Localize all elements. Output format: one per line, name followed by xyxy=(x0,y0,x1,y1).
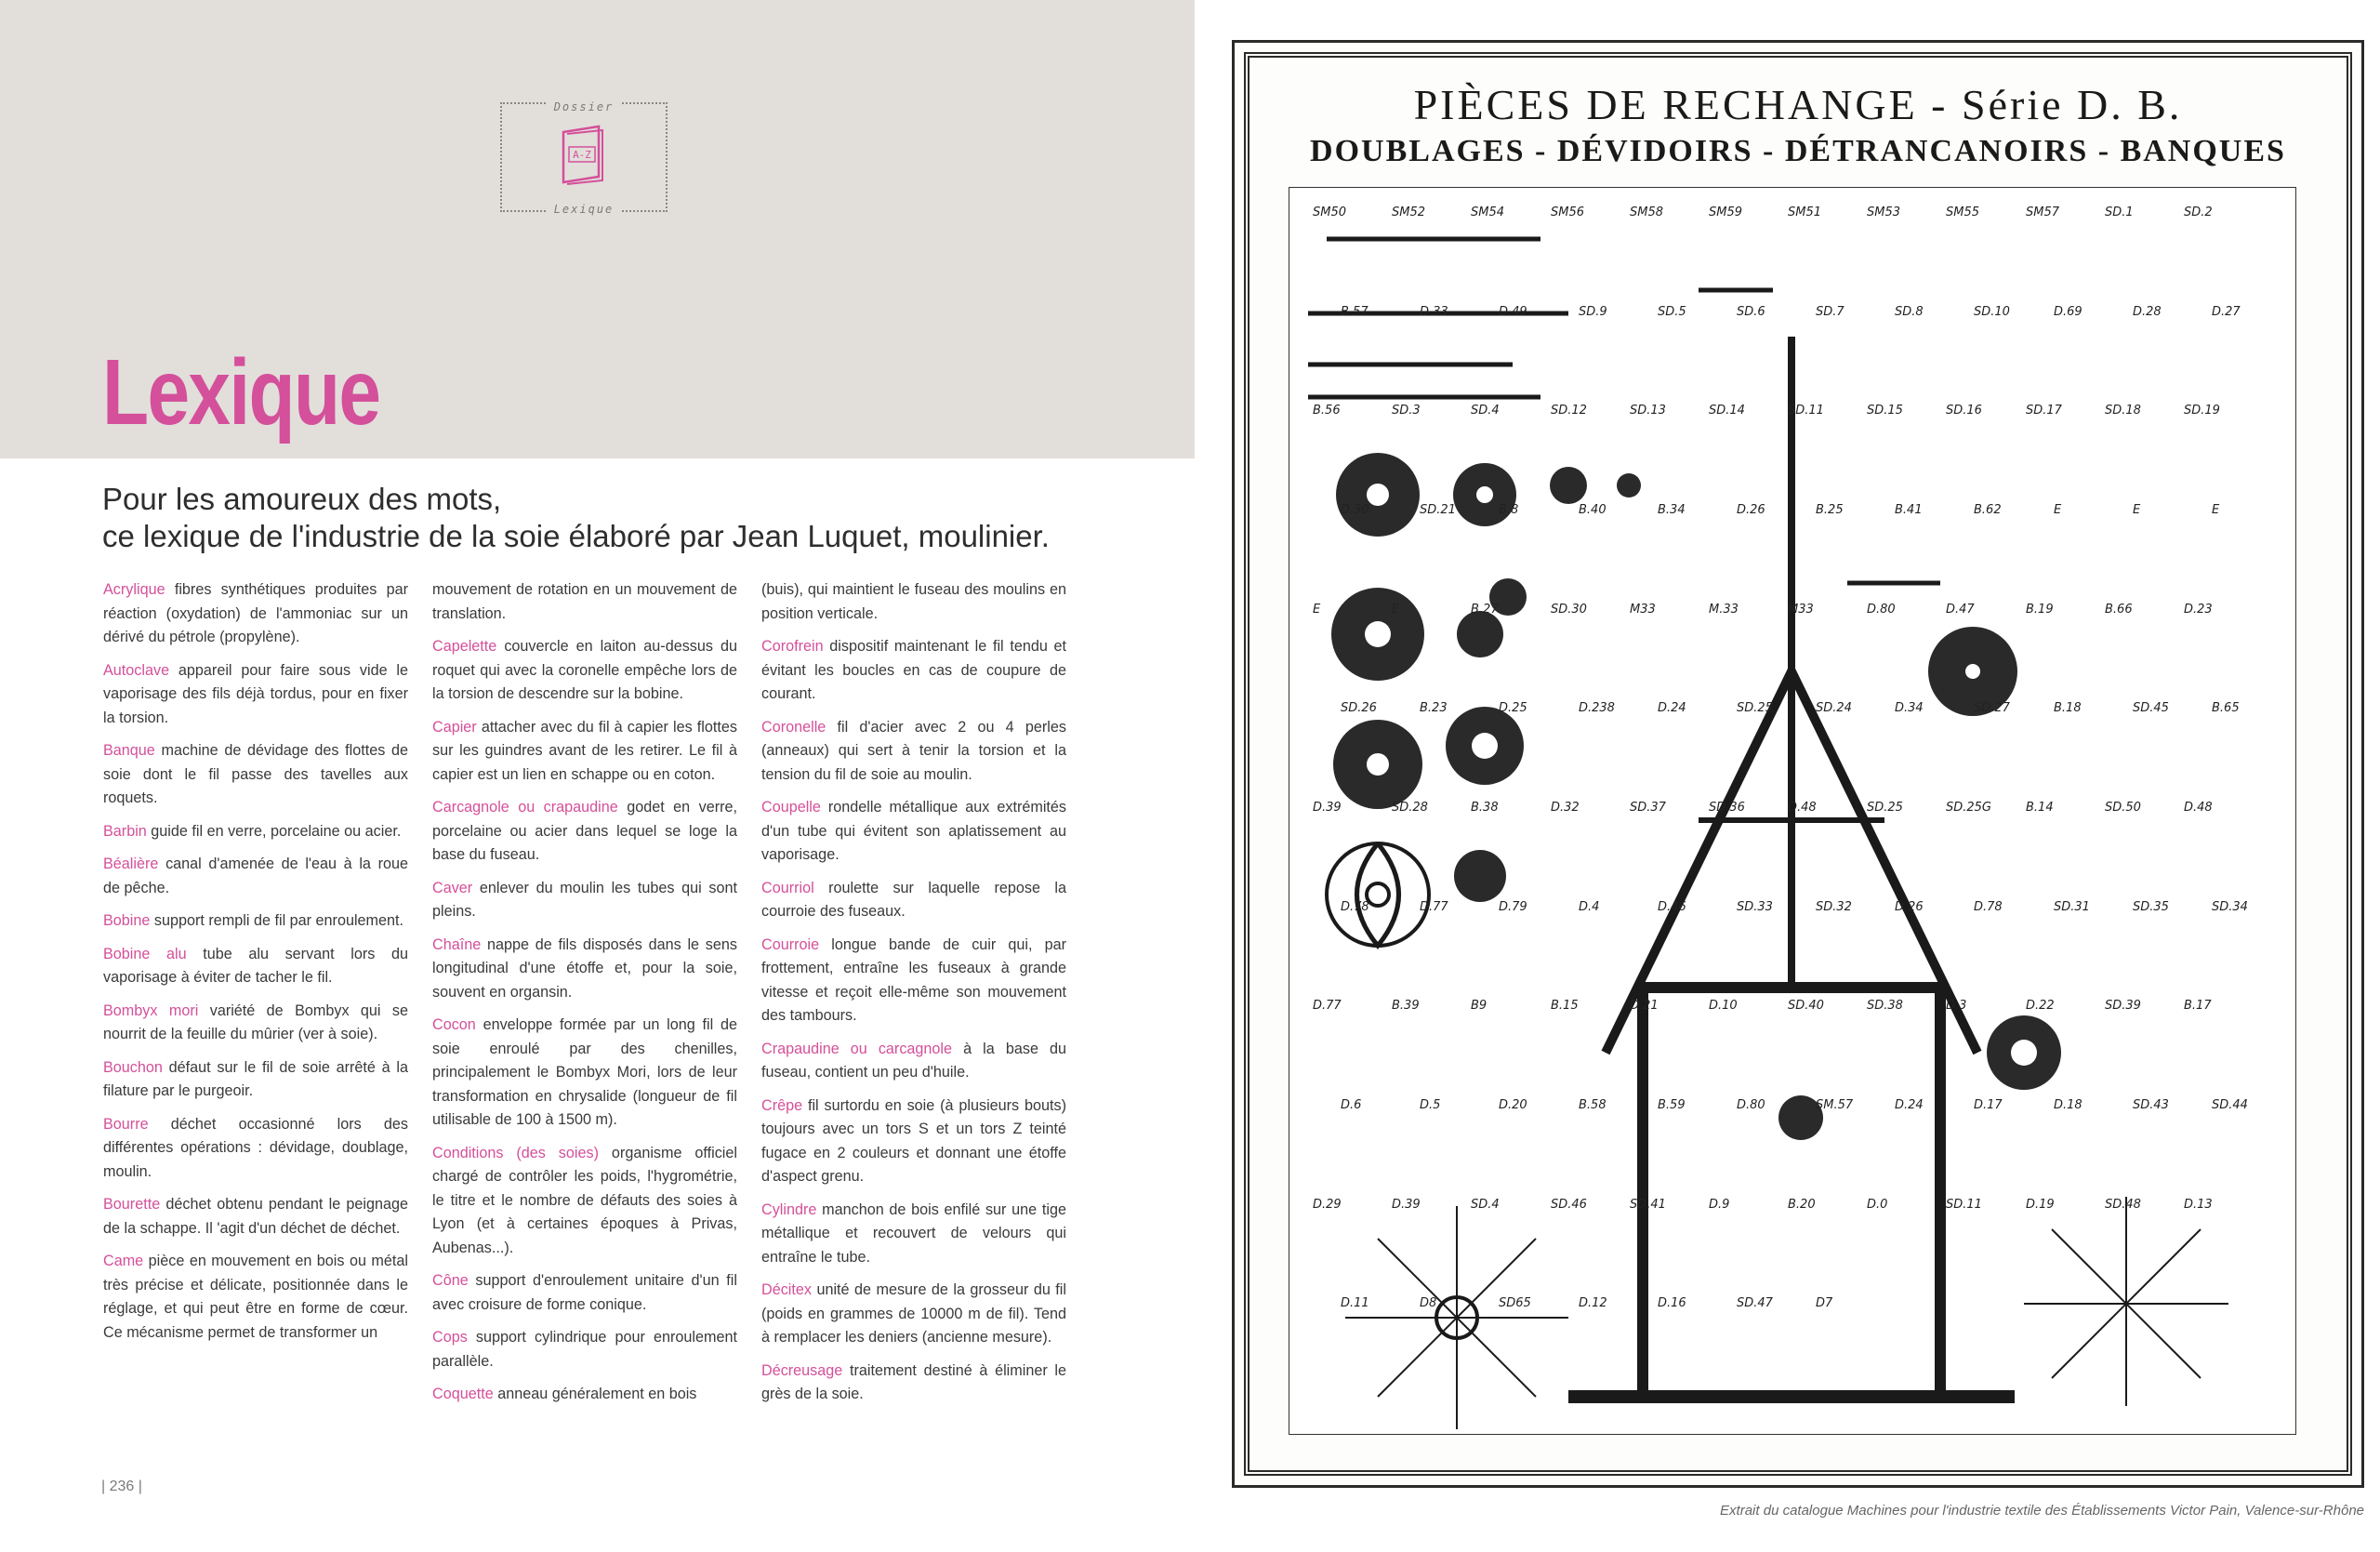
glossary-term: Décreusage xyxy=(761,1361,843,1379)
page-subtitle xyxy=(102,481,1171,555)
part-label: SM55 xyxy=(1946,206,1980,219)
glossary-entry xyxy=(432,877,737,924)
part-label: SD.30 xyxy=(1551,603,1587,617)
glossary-entry xyxy=(432,1142,737,1261)
part-label: M33 xyxy=(1788,603,1814,617)
glossary-definition: enveloppe formée par un long fil de soie enroulé par des chenilles, principalement le Bombyx Mori, lors de leur transformation en chrysalide (longueur de fil utilisable de 100 à 1500 m). xyxy=(432,1016,738,1128)
part-label: D.77 xyxy=(1420,900,1448,914)
part-label: D.22 xyxy=(2026,999,2055,1013)
part-label: D.4 xyxy=(1579,900,1600,914)
part-label: E xyxy=(1392,603,1400,617)
glossary-term: Chaîne xyxy=(432,935,482,953)
machine-frame-drawing xyxy=(1568,337,2015,1397)
glossary-term: Barbin xyxy=(103,822,147,840)
part-label: SD.15 xyxy=(1867,404,1903,418)
part-label: D.18 xyxy=(2054,1098,2082,1112)
part-label: B.20 xyxy=(1788,1198,1816,1212)
part-label: SD.25G xyxy=(1946,801,1992,815)
glossary-definition: support rempli de fil par enroulement. xyxy=(153,912,404,929)
glossary-term: Décitex xyxy=(761,1281,812,1298)
glossary-entry xyxy=(761,1094,1066,1189)
catalog-caption: Extrait du catalogue Machines pour l'industrie textile des Établissements Victor Pain, Valence-sur-Rhône xyxy=(1720,1503,2364,1519)
part-label: D.77 xyxy=(1313,999,1342,1013)
part-label: D.80 xyxy=(1737,1098,1765,1112)
glossary-entry xyxy=(103,909,408,934)
glossary-entry xyxy=(103,853,408,900)
glossary-term: Bombyx mori xyxy=(103,1002,199,1019)
glossary-definition: déchet occasionné lors des différentes opérations : dévidage, doublage, moulin. xyxy=(103,1115,409,1180)
part-label: D.48 xyxy=(1788,801,1817,815)
glossary-term: Cocon xyxy=(432,1016,476,1033)
part-label: B.17 xyxy=(2184,999,2212,1013)
part-label: D.24 xyxy=(1658,701,1686,715)
glossary-definition: défaut sur le fil de soie arrêté à la filature par le purgeoir. xyxy=(103,1058,408,1099)
glossary-term: Cylindre xyxy=(761,1200,817,1218)
glossary-term: Crapaudine ou carcagnole xyxy=(761,1040,953,1057)
part-label: D.3 xyxy=(1946,999,1967,1013)
part-label: SM50 xyxy=(1313,206,1347,219)
part-label: SD.37 xyxy=(1630,801,1666,815)
glossary-entry xyxy=(432,1326,737,1373)
glossary-term: Corofrein xyxy=(761,638,824,655)
part-label: B.59 xyxy=(1658,1098,1686,1112)
glossary-term: Came xyxy=(103,1253,144,1269)
part-label: B.18 xyxy=(2054,701,2082,715)
glossary-term: Capelette xyxy=(432,638,497,655)
part-label: SD.17 xyxy=(2026,404,2062,418)
glossary-definition: enlever du moulin les tubes qui sont pleins. xyxy=(432,879,737,920)
part-label: SM51 xyxy=(1788,206,1822,219)
part-label: D.79 xyxy=(1499,900,1527,914)
part-label: B.41 xyxy=(1895,503,1923,517)
part-label: D.26 xyxy=(1737,503,1765,517)
part-label: SD.33 xyxy=(1737,900,1773,914)
glossary-entry xyxy=(761,716,1066,788)
glossary-entry xyxy=(103,1193,408,1240)
glossary-term: Caver xyxy=(432,879,473,896)
part-label: M.33 xyxy=(1709,603,1739,617)
glossary-entry xyxy=(432,716,737,788)
part-label: B.58 xyxy=(1579,1098,1606,1112)
subtitle-line-2: ce lexique de l'industrie de la soie élaboré par Jean Luquet, moulinier. xyxy=(102,519,1050,553)
part-label: SM59 xyxy=(1709,206,1743,219)
spare-parts-illustration xyxy=(1289,188,2295,1434)
part-label: SD.40 xyxy=(1788,999,1824,1013)
glossary-definition: mouvement de rotation en un mouvement de translation. xyxy=(432,581,737,622)
spare-parts-plate xyxy=(1289,187,2296,1435)
part-label: SD.47 xyxy=(1737,1296,1773,1310)
glossary-column-1 xyxy=(103,578,408,1354)
part-label: SD.28 xyxy=(1392,801,1428,815)
glossary-definition: fil surtordu en soie (à plusieurs bouts) toujours avec un tors S et un tors Z teinté fugace en 2 couleurs et donnant une étoffe d'aspect grenu. xyxy=(761,1096,1066,1185)
part-label: D.21 xyxy=(1630,999,1659,1013)
part-label: SD.31 xyxy=(2054,900,2090,914)
part-label: D.19 xyxy=(2026,1198,2055,1212)
glossary-term: Coquette xyxy=(432,1386,494,1402)
badge-top-label: Dossier xyxy=(547,100,622,113)
glossary-entry xyxy=(761,1279,1066,1350)
part-label: B.38 xyxy=(1471,801,1499,815)
glossary-term: Banque xyxy=(103,742,155,759)
part-label: SD.44 xyxy=(2212,1098,2248,1112)
glossary-definition: à la base du fuseau, contient un peu d'huile. xyxy=(761,1040,1067,1081)
part-label: SD.32 xyxy=(1816,900,1852,914)
glossary-definition: rondelle métallique aux extrémités d'un tube qui évitent son aplatissement au vaporisage. xyxy=(761,799,1067,863)
glossary-definition: nappe de fils disposés dans le sens longitudinal d'une étoffe et, pour la soie, souvent en organsin. xyxy=(432,935,737,1001)
part-label: SD.1 xyxy=(2105,206,2134,219)
glossary-definition: guide fil en verre, porcelaine ou acier. xyxy=(151,822,402,840)
glossary-term: Bobine alu xyxy=(103,945,187,962)
badge-bottom-label: Lexique xyxy=(547,203,622,216)
part-label: SD.41 xyxy=(1630,1198,1666,1212)
glossary-term: Bobine xyxy=(103,912,151,929)
part-label: D.32 xyxy=(1551,801,1580,815)
glossary-term: Carcagnole ou crapaudine xyxy=(432,799,618,816)
glossary-term: Bouchon xyxy=(103,1058,163,1076)
wheel-drawings xyxy=(1327,843,2228,1429)
part-label: SD.12 xyxy=(1551,404,1587,418)
glossary-entry xyxy=(761,1360,1066,1407)
part-label: SD.4 xyxy=(1471,1198,1500,1212)
part-label: B.34 xyxy=(1658,503,1686,517)
glossary-term: Coronelle xyxy=(761,718,826,736)
glossary-definition: canal d'amenée de l'eau à la roue de pêche. xyxy=(103,856,408,896)
part-label: SD.38 xyxy=(1867,999,1903,1013)
glossary-term: Courroie xyxy=(761,935,820,953)
glossary-definition: (buis), qui maintient le fuseau des moulins en position verticale. xyxy=(761,581,1066,622)
part-label: B.40 xyxy=(1579,503,1606,517)
glossary-definition: fibres synthétiques produites par réaction (oxydation) de l'ammoniac sur un dérivé du pétrole (propylène). xyxy=(103,581,409,645)
glossary-entry xyxy=(761,934,1066,1028)
catalog-frame xyxy=(1232,40,2364,1488)
glossary-definition: machine de dévidage des flottes de soie dont le fil passe des tavelles aux roquets. xyxy=(103,742,408,806)
glossary-entry xyxy=(432,635,737,707)
glossary-entry xyxy=(761,1038,1066,1085)
part-label: D.17 xyxy=(1974,1098,2003,1112)
part-label: SM57 xyxy=(2026,206,2060,219)
book-icon xyxy=(558,123,610,188)
part-label: SD.5 xyxy=(1658,305,1686,319)
part-label: D.27 xyxy=(2212,305,2241,319)
glossary-entry xyxy=(432,796,737,868)
part-label: SD.27 xyxy=(1974,701,2010,715)
glossary-entry xyxy=(432,1014,737,1133)
glossary-entry xyxy=(432,578,737,626)
part-label: D.0 xyxy=(1867,1198,1888,1212)
part-label: D.12 xyxy=(1579,1296,1607,1310)
glossary-entry xyxy=(103,578,408,650)
part-label: B.57 xyxy=(1341,305,1368,319)
part-label: D.49 xyxy=(1499,305,1527,319)
part-label: D.5 xyxy=(1420,1098,1441,1112)
part-label: D.13 xyxy=(2184,1198,2213,1212)
glossary-term: Crêpe xyxy=(761,1096,803,1114)
part-label: D.39 xyxy=(1313,801,1342,815)
glossary-term: Conditions (des soies) xyxy=(432,1144,599,1161)
part-label: SD.35 xyxy=(2133,900,2169,914)
part-label: D.6 xyxy=(1341,1098,1362,1112)
right-page xyxy=(1195,0,2380,1552)
part-label: SM56 xyxy=(1551,206,1585,219)
glossary-entry xyxy=(432,934,737,1005)
part-label: SD.2 xyxy=(2184,206,2213,219)
part-label: D.16 xyxy=(1658,1296,1686,1310)
part-label: SD65 xyxy=(1499,1296,1531,1310)
glossary-definition: attacher avec du fil à capier les flottes sur les guindres avant de les retirer. Le fil à capier est un lien en schappe ou en coton. xyxy=(432,718,737,783)
part-label: D.25 xyxy=(1499,701,1527,715)
part-label: B.23 xyxy=(1420,701,1448,715)
glossary-entry xyxy=(761,635,1066,707)
glossary-entry xyxy=(761,578,1066,626)
part-label: D.34 xyxy=(1895,701,1924,715)
glossary-definition: godet en verre, porcelaine ou acier dans lequel se loge la base du fuseau. xyxy=(432,799,738,863)
part-label: D7 xyxy=(1816,1296,1833,1310)
dossier-badge xyxy=(500,100,668,216)
part-label: SD.11 xyxy=(1946,1198,1982,1212)
part-label: SM54 xyxy=(1471,206,1505,219)
part-label: SD.13 xyxy=(1630,404,1666,418)
glossary-term: Béalière xyxy=(103,856,159,872)
glossary-entry xyxy=(103,1000,408,1047)
part-label: D.238 xyxy=(1579,701,1615,715)
glossary-term: Bourre xyxy=(103,1115,149,1133)
part-label: B.25 xyxy=(1816,503,1844,517)
part-label: SD.45 xyxy=(2133,701,2169,715)
glossary-entry xyxy=(761,877,1066,924)
glossary-entry xyxy=(103,1250,408,1345)
part-label: SD.11 xyxy=(1788,404,1824,418)
part-label: E xyxy=(2054,503,2062,517)
glossary-definition: déchet obtenu pendant le peignage de la schappe. Il 'agit d'un déchet de déchet. xyxy=(103,1196,408,1237)
part-label: B.15 xyxy=(1551,999,1579,1013)
part-label: SD.48 xyxy=(2105,1198,2141,1212)
part-label: B.56 xyxy=(1313,404,1341,418)
glossary-definition: longue bande de cuir qui, par frottement, entraîne les fuseaux à grande vitesse et reçoit elle-même son mouvement des tambours. xyxy=(761,935,1066,1024)
glossary-definition: appareil pour faire sous vide le vaporisage des fils déjà tordus, pour en fixer la torsion. xyxy=(103,661,408,726)
part-label: B.19 xyxy=(2026,603,2054,617)
part-label: D.20 xyxy=(1499,1098,1527,1112)
glossary-term: Acrylique xyxy=(103,581,165,598)
part-label: E xyxy=(2212,503,2220,517)
part-label: B.65 xyxy=(2212,701,2240,715)
part-label: E xyxy=(2133,503,2141,517)
part-label: D.78 xyxy=(1974,900,2003,914)
part-label: SD.9 xyxy=(1579,305,1607,319)
glossary-definition: manchon de bois enfilé sur une tige métallique et recouvert de velours qui entraîne le tube. xyxy=(761,1200,1066,1266)
part-label: D8 xyxy=(1420,1296,1437,1310)
part-label: D.48 xyxy=(2184,801,2213,815)
part-label: D.10 xyxy=(1709,999,1738,1013)
part-label: B9 xyxy=(1471,999,1488,1013)
page-title: Lexique xyxy=(102,340,380,444)
glossary-column-3 xyxy=(761,578,1066,1416)
glossary-entry xyxy=(103,1113,408,1185)
part-label: SD.25 xyxy=(1737,701,1773,715)
part-label: D.26 xyxy=(1895,900,1924,914)
part-label: SD.6 xyxy=(1737,305,1765,319)
glossary-definition: support d'enroulement unitaire d'un fil avec croisure de forme conique. xyxy=(432,1272,737,1313)
part-label: SM52 xyxy=(1392,206,1426,219)
glossary-entry xyxy=(103,1056,408,1104)
glossary-definition: roulette sur laquelle repose la courroie des fuseaux. xyxy=(761,879,1066,920)
part-label: SM58 xyxy=(1630,206,1664,219)
glossary-term: Courriol xyxy=(761,879,814,896)
part-label: D.39 xyxy=(1392,1198,1421,1212)
part-label: E xyxy=(1313,603,1321,617)
part-label: SD.16 xyxy=(1946,404,1982,418)
part-label: D.47 xyxy=(1946,603,1975,617)
glossary-definition: support cylindrique pour enroulement parallèle. xyxy=(432,1329,737,1370)
part-label: SD.43 xyxy=(2133,1098,2169,1112)
part-label: SD.14 xyxy=(1709,404,1745,418)
glossary-definition: variété de Bombyx qui se nourrit de la feuille du mûrier (ver à soie). xyxy=(103,1002,408,1042)
glossary-entry xyxy=(432,1269,737,1317)
part-label: SD.36 xyxy=(1709,801,1745,815)
part-label: D.78 xyxy=(1341,900,1369,914)
part-label: D.69 xyxy=(2054,305,2082,319)
glossary-definition: traitement destiné à éliminer le grès de la soie. xyxy=(761,1361,1067,1402)
part-label: SD.10 xyxy=(1974,305,2010,319)
part-label: D.24 xyxy=(1895,1098,1924,1112)
part-label: D.9 xyxy=(1709,1198,1730,1212)
glossary-term: Cops xyxy=(432,1329,468,1346)
part-label: B.8 xyxy=(1499,503,1519,517)
part-label: D.30 xyxy=(1341,503,1369,517)
part-label: SD.4 xyxy=(1471,404,1500,418)
glossary-definition: dispositif maintenant le fil tendu et évitant les boucles en cas de coupure de courant. xyxy=(761,638,1067,702)
part-label: SD.8 xyxy=(1895,305,1924,319)
catalog-subtitle: DOUBLAGES - DÉVIDOIRS - DÉTRANCANOIRS - BANQUES xyxy=(1310,134,2286,168)
glossary-entry xyxy=(761,796,1066,868)
glossary-term: Cône xyxy=(432,1272,469,1289)
glossary-definition: anneau généralement en bois xyxy=(497,1386,697,1402)
part-label: SD.26 xyxy=(1341,701,1377,715)
part-label: SD.46 xyxy=(1551,1198,1587,1212)
part-label: D.28 xyxy=(2133,305,2162,319)
glossary-definition: organisme officiel chargé de contrôler les poids, l'hygrométrie, le titre et le nombre de défauts des soies à Lyon (et à certaines époques à Privas, Aubenas...). xyxy=(432,1144,738,1256)
part-label: SD.19 xyxy=(2184,404,2220,418)
part-label: D.46 xyxy=(1658,900,1686,914)
part-label: SD.34 xyxy=(2212,900,2248,914)
part-label: B.62 xyxy=(1974,503,2002,517)
part-label: SD.18 xyxy=(2105,404,2141,418)
glossary-definition: unité de mesure de la grosseur du fil (poids en grammes de 10000 m de fil). Tend à remplacer les deniers (ancienne mesure). xyxy=(761,1281,1066,1346)
glossary-term: Coupelle xyxy=(761,799,821,816)
part-label: B.14 xyxy=(2026,801,2054,815)
glossary-entry xyxy=(103,739,408,811)
glossary-definition: tube alu servant lors du vaporisage à éviter de tacher le fil. xyxy=(103,945,408,986)
glossary-term: Autoclave xyxy=(103,661,170,679)
glossary-entry xyxy=(103,820,408,844)
catalog-title: PIÈCES DE RECHANGE - Série D. B. xyxy=(1413,81,2183,128)
part-label: SD.24 xyxy=(1816,701,1852,715)
glossary-definition: couvercle en laiton au-dessus du roquet qui avec la coronelle empêche lors de la torsion de descendre sur la bobine. xyxy=(432,638,738,702)
part-label: D.80 xyxy=(1867,603,1896,617)
part-label: D.11 xyxy=(1341,1296,1369,1310)
part-label: D.33 xyxy=(1420,305,1448,319)
glossary-entry xyxy=(432,1383,737,1407)
part-label: M33 xyxy=(1630,603,1656,617)
part-label: B.66 xyxy=(2105,603,2133,617)
part-label: D.29 xyxy=(1313,1198,1342,1212)
part-label: SM.57 xyxy=(1816,1098,1854,1112)
glossary-definition: pièce en mouvement en bois ou métal très précise et délicate, positionnée dans le réglage, et qui peut être en forme de cœur. Ce mécanisme permet de transformer un xyxy=(103,1253,408,1341)
part-label: SD.21 xyxy=(1420,503,1456,517)
glossary-entry xyxy=(761,1199,1066,1270)
glossary-term: Capier xyxy=(432,718,477,736)
glossary-definition: fil d'acier avec 2 ou 4 perles (anneaux) qui sert à tenir la torsion et la tension du fil de soie au moulin. xyxy=(761,718,1066,783)
part-label: SD.7 xyxy=(1816,305,1844,319)
glossary-entry xyxy=(103,659,408,731)
part-label: SD.25 xyxy=(1867,801,1903,815)
part-label: SD.3 xyxy=(1392,404,1421,418)
book-icon-label: A-Z xyxy=(573,149,591,161)
gear-drawings xyxy=(1331,453,2061,1140)
part-label: D.23 xyxy=(2184,603,2213,617)
part-label: SD.50 xyxy=(2105,801,2141,815)
part-label: SM53 xyxy=(1867,206,1901,219)
part-label: B.39 xyxy=(1392,999,1420,1013)
part-label: B.27 xyxy=(1471,603,1499,617)
glossary-term: Bourette xyxy=(103,1196,161,1213)
subtitle-line-1: Pour les amoureux des mots, xyxy=(102,482,502,516)
glossary-entry xyxy=(103,943,408,990)
part-label: SD.39 xyxy=(2105,999,2141,1013)
page-number: | 236 | xyxy=(101,1479,142,1494)
glossary-column-2 xyxy=(432,578,737,1416)
